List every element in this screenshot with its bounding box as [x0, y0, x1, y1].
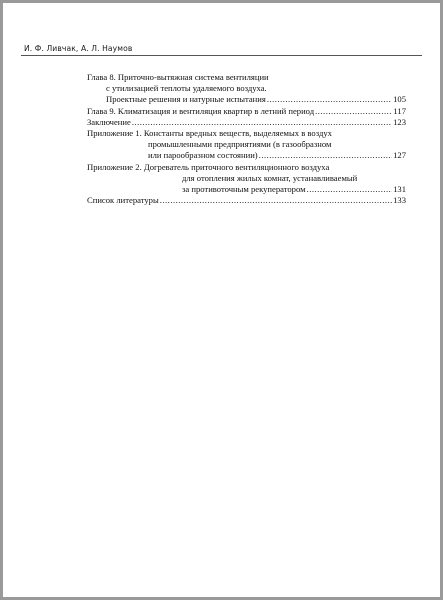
toc-entry-lastline	[87, 117, 406, 128]
toc-entry-appendix-2[interactable]	[87, 162, 406, 196]
toc-entry-title-cont: с утилизацией теплоты удаляемого воздуха.	[106, 83, 267, 94]
toc-entry-appendix-1[interactable]	[87, 128, 406, 162]
toc-entry-title: Заключение	[87, 116, 131, 127]
toc-entry-lastline	[87, 150, 406, 161]
toc-entry-title-cont: за противоточным рекуператором	[182, 184, 306, 195]
toc-entry-title: Приложение 1. Константы вредных веществ, выделяемых в воздух	[87, 128, 332, 139]
toc-page-number: 127	[393, 150, 406, 161]
leader-dots	[307, 184, 393, 195]
toc-entry-lastline	[87, 106, 406, 117]
toc-page-number: 105	[393, 94, 406, 105]
toc-entry-title: Глава 8. Приточно-вытяжная система вентиляции	[87, 72, 269, 82]
toc-entry-conclusion[interactable]	[87, 117, 406, 128]
toc-entry-title-cont: Проектные решения и натурные испытания	[106, 94, 266, 105]
leader-dots	[259, 150, 392, 161]
toc-entry-references[interactable]	[87, 195, 406, 206]
leader-dots	[267, 94, 392, 105]
toc-page-number: 131	[393, 184, 406, 195]
toc-entry-title-cont: промышленными предприятиями (в газообразном	[148, 139, 332, 150]
table-of-contents	[87, 72, 406, 206]
running-header: И. Ф. Ливчак, А. Л. Наумов	[24, 44, 133, 53]
leader-dots	[315, 106, 392, 117]
leader-dots	[132, 117, 392, 128]
toc-entry-title: Глава 9. Климатизация и вентиляция квартир в летний период	[87, 105, 315, 116]
toc-page-number: 123	[393, 116, 406, 127]
toc-page-number: 133	[393, 195, 406, 206]
toc-entry-chapter-9[interactable]	[87, 106, 406, 117]
toc-entry-chapter-8[interactable]	[87, 72, 406, 106]
toc-page-number: 117	[393, 105, 406, 116]
toc-entry-title: Приложение 2. Догреватель приточного вентиляционного воздуха	[87, 161, 330, 172]
header-rule	[21, 55, 422, 56]
leader-dots	[160, 195, 392, 206]
toc-entry-title-cont: для отопления жилых комнат, устанавливаемый	[182, 172, 358, 183]
book-page	[3, 3, 440, 597]
toc-entry-lastline	[87, 94, 406, 105]
toc-entry-title-cont: или парообразном состоянии)	[148, 150, 258, 161]
toc-entry-title: Список литературы	[87, 195, 159, 206]
toc-entry-lastline	[87, 195, 406, 206]
toc-entry-lastline	[87, 184, 406, 195]
